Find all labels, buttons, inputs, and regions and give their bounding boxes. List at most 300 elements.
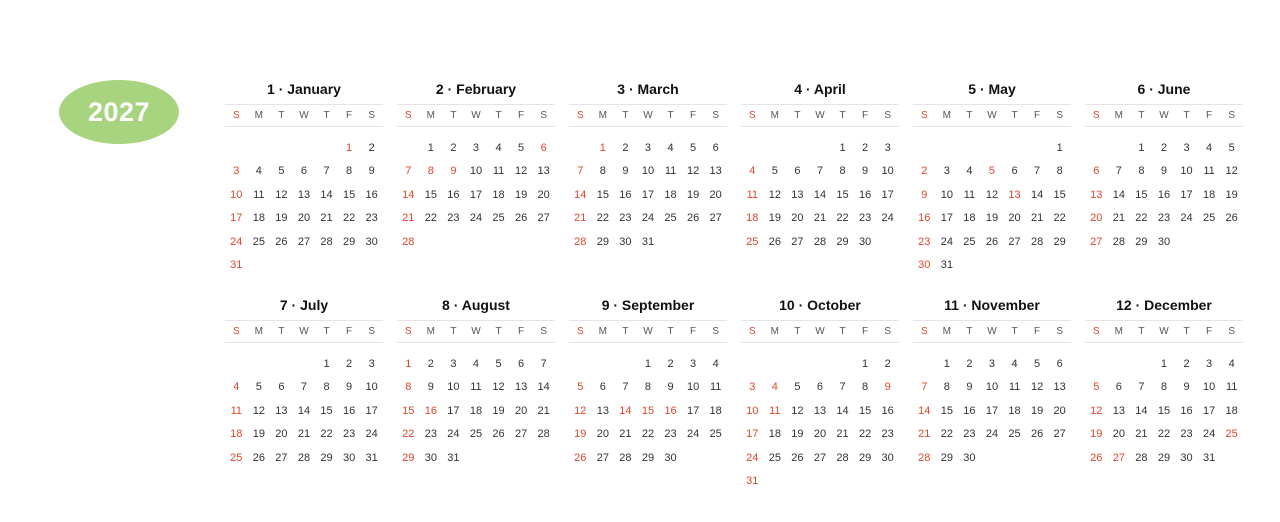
day-cell: 7 <box>405 165 412 178</box>
month-10 <box>741 296 899 493</box>
day-cell: 28 <box>1135 451 1148 464</box>
day-cell: 4 <box>667 141 674 154</box>
weekday-label: S <box>368 110 375 121</box>
day-cell: 3 <box>749 381 756 394</box>
day-cell: 24 <box>985 428 999 441</box>
day-cell: 23 <box>365 212 378 225</box>
day-cell: 11 <box>470 381 482 394</box>
day-cell: 3 <box>943 165 950 178</box>
day-cell: 3 <box>884 141 891 154</box>
day-cell: 16 <box>365 188 378 201</box>
day-cell: 16 <box>424 404 437 417</box>
day-cell: 19 <box>1225 188 1238 201</box>
day-cell: 23 <box>664 428 677 441</box>
day-cell: 25 <box>746 235 759 248</box>
day-cell: 24 <box>469 212 483 225</box>
day-cell: 6 <box>300 165 308 178</box>
day-cell: 20 <box>791 212 804 225</box>
day-cell: 27 <box>596 451 609 464</box>
day-cell: 25 <box>1008 428 1021 441</box>
day-cell: 7 <box>300 381 308 394</box>
day-cell: 3 <box>450 357 457 370</box>
day-cell: 7 <box>1138 381 1145 394</box>
day-cell: 20 <box>1008 212 1021 225</box>
day-cell: 28 <box>297 451 311 464</box>
day-cell: 11 <box>963 188 976 201</box>
day-cell: 23 <box>1157 212 1171 225</box>
day-cell: 11 <box>1008 381 1021 394</box>
day-cell: 27 <box>709 212 722 225</box>
day-cell: 4 <box>472 357 480 370</box>
week-row <box>741 230 899 254</box>
day-cell: 14 <box>1135 404 1148 417</box>
week-row <box>569 446 727 470</box>
day-cell: 25 <box>1225 428 1238 441</box>
day-cell: 2 <box>667 357 674 370</box>
day-cell: 27 <box>791 235 804 248</box>
day-cell: 12 <box>686 165 700 178</box>
week-row <box>569 399 727 423</box>
day-cell: 18 <box>1202 188 1216 201</box>
week-row <box>225 399 383 423</box>
day-cell: 8 <box>1138 165 1145 178</box>
day-cell: 3 <box>472 141 480 154</box>
days-grid <box>741 352 899 493</box>
week-row <box>569 376 727 400</box>
day-cell: 20 <box>596 428 609 441</box>
month-7 <box>225 296 383 470</box>
day-cell: 26 <box>686 212 700 225</box>
day-cell: 22 <box>424 212 437 225</box>
week-row <box>913 160 1071 184</box>
day-cell: 27 <box>297 235 311 248</box>
day-cell: 24 <box>686 428 700 441</box>
week-row <box>225 254 383 278</box>
day-cell: 13 <box>537 165 550 178</box>
week-row <box>741 423 899 447</box>
weekday-label: M <box>426 110 436 121</box>
week-row <box>1085 136 1243 160</box>
day-cell: 5 <box>988 165 996 178</box>
day-cell: 7 <box>577 165 584 178</box>
day-cell: 31 <box>746 475 759 488</box>
day-cell: 11 <box>1225 381 1238 394</box>
weekday-label: M <box>1114 110 1124 121</box>
weekday-label: M <box>770 326 780 337</box>
day-cell: 8 <box>599 165 606 178</box>
day-cell: 10 <box>447 381 460 394</box>
day-cell: 29 <box>402 451 415 464</box>
weekday-header <box>913 320 1071 343</box>
day-cell: 4 <box>495 141 502 154</box>
day-cell: 23 <box>1180 428 1193 441</box>
day-cell: 8 <box>644 381 652 394</box>
day-cell: 6 <box>1056 357 1063 370</box>
day-cell: 11 <box>709 381 722 394</box>
day-cell: 19 <box>252 428 265 441</box>
day-cell: 1 <box>862 357 869 370</box>
weekday-label: S <box>576 326 584 337</box>
day-cell: 10 <box>881 165 894 178</box>
day-cell: 26 <box>1225 212 1238 225</box>
day-cell: 2 <box>921 165 928 178</box>
weekday-label: T <box>278 326 285 337</box>
day-cell: 30 <box>1180 451 1193 464</box>
day-cell: 17 <box>365 404 378 417</box>
weekday-label: S <box>232 110 240 121</box>
weekday-label: T <box>966 326 973 337</box>
day-cell: 19 <box>791 428 804 441</box>
day-cell: 5 <box>518 141 525 154</box>
weekday-label: S <box>712 326 719 337</box>
week-row <box>397 399 555 423</box>
day-cell: 2 <box>368 141 375 154</box>
day-cell: 22 <box>1135 212 1148 225</box>
day-cell: 7 <box>540 357 547 370</box>
day-cell: 14 <box>297 404 311 417</box>
day-cell: 31 <box>641 235 655 248</box>
day-cell: 20 <box>1053 404 1066 417</box>
weekday-label: M <box>1114 326 1124 337</box>
day-cell: 9 <box>1183 381 1190 394</box>
day-cell: 8 <box>839 165 846 178</box>
days-grid <box>1085 352 1243 470</box>
day-cell: 4 <box>1011 357 1018 370</box>
day-cell: 16 <box>342 404 356 417</box>
day-cell: 22 <box>1053 212 1066 225</box>
day-cell: 23 <box>342 428 356 441</box>
day-cell: 26 <box>492 428 505 441</box>
day-cell: 1 <box>405 357 412 370</box>
week-row <box>397 183 555 207</box>
days-grid <box>1085 136 1243 254</box>
day-cell: 25 <box>768 451 781 464</box>
day-cell: 13 <box>1008 188 1021 201</box>
day-cell: 27 <box>275 451 288 464</box>
day-cell: 23 <box>447 212 460 225</box>
weekday-label: F <box>862 326 869 337</box>
day-cell: 6 <box>712 141 719 154</box>
weekday-label: T <box>1138 326 1145 337</box>
day-cell: 9 <box>966 381 973 394</box>
month-3 <box>569 80 727 254</box>
day-cell: 30 <box>342 451 356 464</box>
day-cell: 18 <box>469 404 483 417</box>
month-4 <box>741 80 899 254</box>
day-cell: 26 <box>985 235 999 248</box>
day-cell: 7 <box>1034 165 1041 178</box>
weekday-label: T <box>1011 326 1018 337</box>
weekday-label: T <box>667 110 674 121</box>
day-cell: 9 <box>622 165 629 178</box>
day-cell: 21 <box>574 212 587 225</box>
month-title: 6 · June <box>1137 81 1191 97</box>
day-cell: 21 <box>918 428 931 441</box>
day-cell: 30 <box>881 451 894 464</box>
day-cell: 13 <box>813 404 827 417</box>
weekday-label: F <box>690 326 697 337</box>
day-cell: 28 <box>619 451 632 464</box>
day-cell: 27 <box>1090 235 1103 248</box>
day-cell: 18 <box>768 428 781 441</box>
day-cell: 11 <box>230 404 242 417</box>
day-cell: 1 <box>943 357 950 370</box>
day-cell: 14 <box>574 188 587 201</box>
weekday-label: W <box>1159 110 1169 121</box>
weekday-label: S <box>404 110 412 121</box>
day-cell: 26 <box>768 235 781 248</box>
day-cell: 1 <box>1056 141 1063 154</box>
day-cell: 5 <box>771 165 778 178</box>
day-cell: 22 <box>641 428 655 441</box>
day-cell: 21 <box>537 404 550 417</box>
day-cell: 25 <box>230 451 243 464</box>
day-cell: 5 <box>1093 381 1100 394</box>
month-title: 3 · March <box>617 81 679 97</box>
day-cell: 1 <box>427 141 434 154</box>
weekday-label: F <box>862 110 869 121</box>
day-cell: 15 <box>858 404 872 417</box>
month-title: 9 · September <box>601 297 695 313</box>
week-row <box>397 352 555 376</box>
day-cell: 14 <box>1112 188 1125 201</box>
day-cell: 13 <box>514 381 528 394</box>
weekday-label: S <box>1228 110 1235 121</box>
weekday-label: M <box>254 326 264 337</box>
weekday-header <box>569 320 727 343</box>
week-row <box>913 376 1071 400</box>
day-cell: 13 <box>275 404 288 417</box>
weekday-label: T <box>1183 326 1190 337</box>
day-cell: 2 <box>622 141 629 154</box>
day-cell: 26 <box>791 451 804 464</box>
day-cell: 24 <box>447 428 460 441</box>
day-cell: 2 <box>1183 357 1190 370</box>
day-cell: 18 <box>492 188 505 201</box>
week-row <box>1085 230 1243 254</box>
day-cell: 21 <box>297 428 311 441</box>
day-cell: 2 <box>346 357 353 370</box>
week-row <box>225 376 383 400</box>
day-cell: 13 <box>297 188 311 201</box>
day-cell: 16 <box>858 188 872 201</box>
week-row <box>225 446 383 470</box>
day-cell: 17 <box>881 188 894 201</box>
days-grid <box>225 352 383 470</box>
day-cell: 31 <box>940 259 953 272</box>
week-row <box>569 207 727 231</box>
day-cell: 13 <box>1112 404 1125 417</box>
day-cell: 21 <box>1112 212 1125 225</box>
weekday-label: S <box>576 110 584 121</box>
week-row <box>1085 376 1243 400</box>
day-cell: 29 <box>596 235 609 248</box>
month-title: 4 · April <box>794 81 846 97</box>
day-cell: 20 <box>297 212 311 225</box>
day-cell: 5 <box>690 141 697 154</box>
day-cell: 18 <box>230 428 243 441</box>
day-cell: 14 <box>320 188 333 201</box>
day-cell: 29 <box>1053 235 1066 248</box>
day-cell: 6 <box>1115 381 1122 394</box>
days-grid <box>397 136 555 254</box>
week-row <box>1085 423 1243 447</box>
day-cell: 28 <box>574 235 587 248</box>
month-title: 8 · August <box>442 297 510 313</box>
weekday-label: S <box>1228 326 1235 337</box>
day-cell: 21 <box>320 212 333 225</box>
day-cell: 30 <box>365 235 378 248</box>
month-title: 10 · October <box>779 297 861 313</box>
day-cell: 30 <box>1157 235 1171 248</box>
days-grid <box>913 352 1071 470</box>
day-cell: 19 <box>985 212 999 225</box>
day-cell: 29 <box>1157 451 1171 464</box>
day-cell: 21 <box>836 428 849 441</box>
day-cell: 24 <box>1180 212 1193 225</box>
day-cell: 22 <box>320 428 333 441</box>
weekday-label: W <box>643 326 653 337</box>
weekday-label: T <box>667 326 674 337</box>
month-2 <box>397 80 555 254</box>
day-cell: 7 <box>839 381 846 394</box>
day-cell: 8 <box>943 381 950 394</box>
week-row <box>225 207 383 231</box>
weekday-label: T <box>495 326 502 337</box>
day-cell: 22 <box>940 428 953 441</box>
day-cell: 9 <box>368 165 375 178</box>
week-row <box>741 352 899 376</box>
day-cell: 28 <box>1112 235 1125 248</box>
day-cell: 19 <box>768 212 781 225</box>
day-cell: 17 <box>641 188 655 201</box>
weekday-label: S <box>748 110 756 121</box>
day-cell: 9 <box>884 381 891 394</box>
weekday-label: F <box>518 326 525 337</box>
day-cell: 28 <box>402 235 415 248</box>
year-badge: 2027 <box>59 80 179 144</box>
day-cell: 6 <box>599 381 606 394</box>
day-cell: 12 <box>768 188 781 201</box>
day-cell: 19 <box>275 212 288 225</box>
week-row <box>569 230 727 254</box>
day-cell: 4 <box>771 381 778 394</box>
day-cell: 13 <box>791 188 804 201</box>
day-cell: 20 <box>275 428 288 441</box>
week-row <box>913 446 1071 470</box>
day-cell: 8 <box>1056 165 1063 178</box>
weekday-label: S <box>748 326 756 337</box>
weekday-label: W <box>815 110 825 121</box>
weekday-label: M <box>770 110 780 121</box>
day-cell: 7 <box>323 165 330 178</box>
day-cell: 25 <box>469 428 483 441</box>
week-row <box>741 446 899 470</box>
day-cell: 10 <box>985 381 999 394</box>
month-title: 5 · May <box>968 81 1016 97</box>
day-cell: 14 <box>619 404 632 417</box>
day-cell: 13 <box>1053 381 1066 394</box>
day-cell: 31 <box>1202 451 1216 464</box>
week-row <box>225 136 383 160</box>
weekday-label: F <box>1206 110 1213 121</box>
day-cell: 12 <box>1030 381 1044 394</box>
day-cell: 17 <box>230 212 243 225</box>
day-cell: 1 <box>599 141 606 154</box>
day-cell: 23 <box>963 428 976 441</box>
weekday-label: S <box>1092 326 1100 337</box>
day-cell: 28 <box>813 235 827 248</box>
day-cell: 23 <box>858 212 872 225</box>
day-cell: 15 <box>940 404 953 417</box>
day-cell: 29 <box>1135 235 1148 248</box>
weekday-label: T <box>323 110 330 121</box>
day-cell: 31 <box>447 451 460 464</box>
day-cell: 1 <box>346 141 353 154</box>
week-row <box>741 207 899 231</box>
weekday-header <box>913 104 1071 127</box>
day-cell: 17 <box>1202 404 1216 417</box>
weekday-label: M <box>942 110 952 121</box>
month-5 <box>913 80 1071 277</box>
day-cell: 31 <box>230 259 243 272</box>
day-cell: 10 <box>1202 381 1216 394</box>
day-cell: 26 <box>514 212 528 225</box>
day-cell: 9 <box>667 381 674 394</box>
day-cell: 20 <box>1112 428 1125 441</box>
day-cell: 11 <box>492 165 505 178</box>
day-cell: 10 <box>686 381 700 394</box>
day-cell: 13 <box>709 165 722 178</box>
day-cell: 16 <box>963 404 976 417</box>
day-cell: 30 <box>918 259 931 272</box>
day-cell: 27 <box>537 212 550 225</box>
weekday-label: W <box>299 326 309 337</box>
week-row <box>1085 446 1243 470</box>
day-cell: 18 <box>664 188 677 201</box>
day-cell: 23 <box>619 212 632 225</box>
weekday-label: T <box>1011 110 1018 121</box>
day-cell: 8 <box>862 381 869 394</box>
day-cell: 21 <box>402 212 415 225</box>
day-cell: 6 <box>540 141 547 154</box>
weekday-label: W <box>815 326 825 337</box>
days-grid <box>913 136 1071 277</box>
week-row <box>397 160 555 184</box>
day-cell: 6 <box>518 357 525 370</box>
day-cell: 18 <box>1225 404 1238 417</box>
day-cell: 12 <box>1090 404 1103 417</box>
week-row <box>569 160 727 184</box>
day-cell: 8 <box>427 165 434 178</box>
day-cell: 15 <box>424 188 437 201</box>
day-cell: 4 <box>966 165 973 178</box>
days-grid <box>741 136 899 254</box>
week-row <box>569 352 727 376</box>
day-cell: 24 <box>365 428 378 441</box>
week-row <box>1085 352 1243 376</box>
weekday-label: F <box>518 110 525 121</box>
weekday-label: W <box>471 326 481 337</box>
weekday-label: S <box>232 326 240 337</box>
day-cell: 14 <box>918 404 931 417</box>
day-cell: 5 <box>1034 357 1041 370</box>
day-cell: 24 <box>1202 428 1216 441</box>
week-row <box>569 423 727 447</box>
day-cell: 10 <box>1180 165 1193 178</box>
day-cell: 7 <box>622 381 629 394</box>
day-cell: 27 <box>514 428 528 441</box>
